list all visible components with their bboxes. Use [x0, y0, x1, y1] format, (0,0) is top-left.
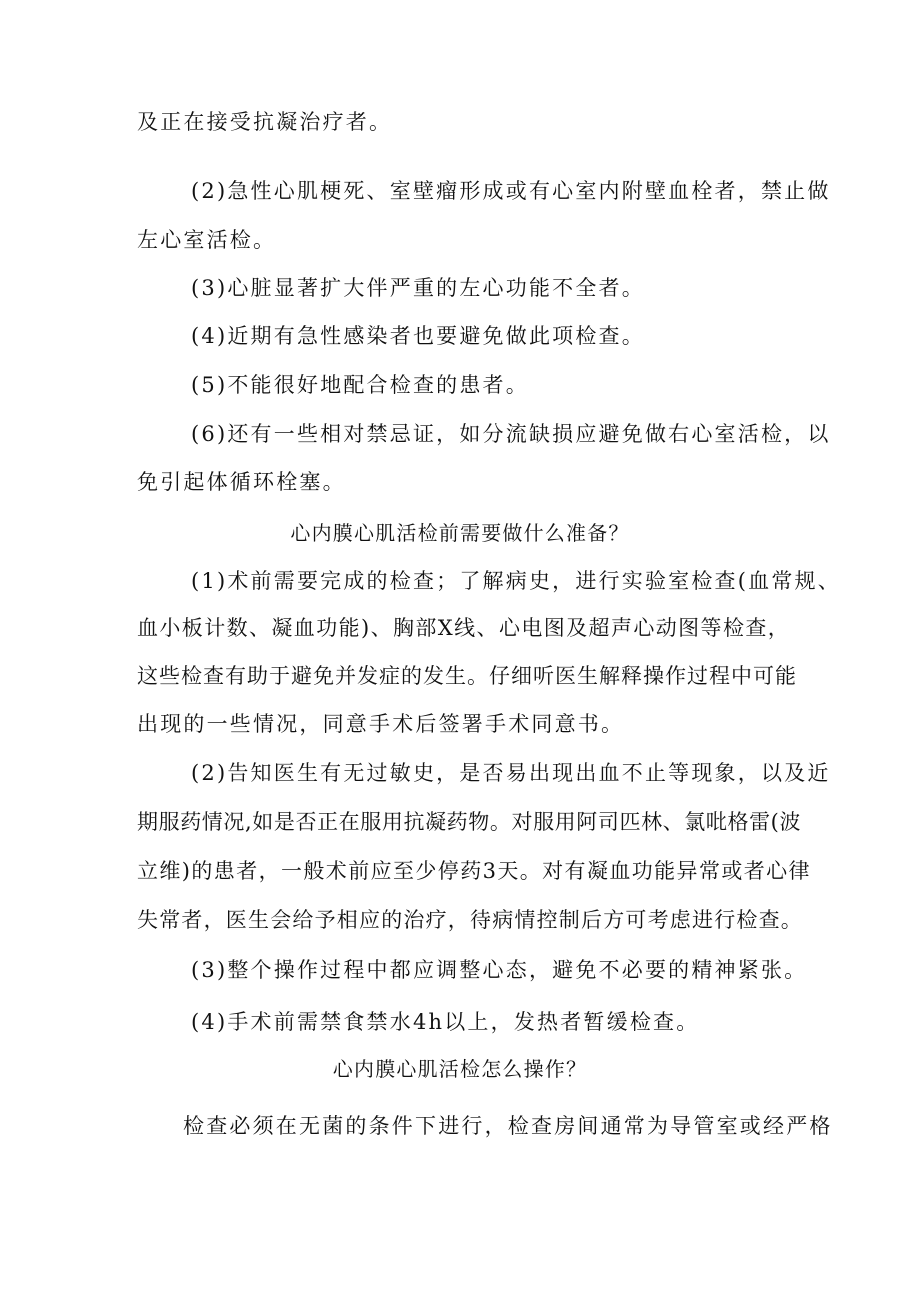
- paragraph-line: 检查必须在无菌的条件下进行，检查房间通常为导管室或经严格: [183, 1114, 833, 1138]
- paragraph-line: (1)术前需要完成的检查；了解病史，进行实验室检查(血常规、: [191, 569, 841, 593]
- paragraph-line: 这些检查有助于避免并发症的发生。仔细听医生解释操作过程中可能: [137, 664, 797, 688]
- paragraph-line: 失常者，医生会给予相应的治疗，待病情控制后方可考虑进行检查。: [137, 908, 803, 932]
- paragraph-line: 期服药情况,如是否正在服用抗凝药物。对服用阿司匹林、氯吡格雷(波: [137, 810, 802, 834]
- paragraph-line: (2)告知医生有无过敏史，是否易出现出血不止等现象，以及近: [191, 761, 831, 785]
- paragraph-line: 及正在接受抗凝治疗者。: [137, 110, 393, 134]
- paragraph-line: 左心室活检。: [137, 228, 277, 252]
- paragraph-line: (2)急性心肌梗死、室壁瘤形成或有心室内附壁血栓者，禁止做: [191, 179, 831, 203]
- paragraph-line: (4)近期有急性感染者也要避免做此项检查。: [191, 324, 645, 348]
- paragraph-line: (6)还有一些相对禁忌证，如分流缺损应避免做右心室活检，以: [191, 422, 831, 446]
- paragraph-line: (3)心脏显著扩大伴严重的左心功能不全者。: [191, 276, 645, 300]
- paragraph-line: 免引起体循环栓塞。: [137, 470, 346, 494]
- paragraph-line: 血小板计数、凝血功能)、胸部X线、心电图及超声心动图等检查，: [137, 616, 791, 640]
- paragraph-line: (3)整个操作过程中都应调整心态，避免不必要的精神紧张。: [191, 958, 808, 982]
- section-heading: 心内膜心肌活检怎么操作？: [332, 1057, 588, 1081]
- paragraph-line: 出现的一些情况，同意手术后签署手术同意书。: [137, 712, 625, 736]
- section-heading: 心内膜心肌活检前需要做什么准备？: [290, 521, 630, 545]
- paragraph-line: (4)手术前需禁食禁水4h以上，发热者暂缓检查。: [191, 1010, 700, 1034]
- paragraph-line: (5)不能很好地配合检查的患者。: [191, 373, 529, 397]
- paragraph-line: 立维)的患者，一般术前应至少停药3天。对有凝血功能异常或者心律: [137, 859, 811, 883]
